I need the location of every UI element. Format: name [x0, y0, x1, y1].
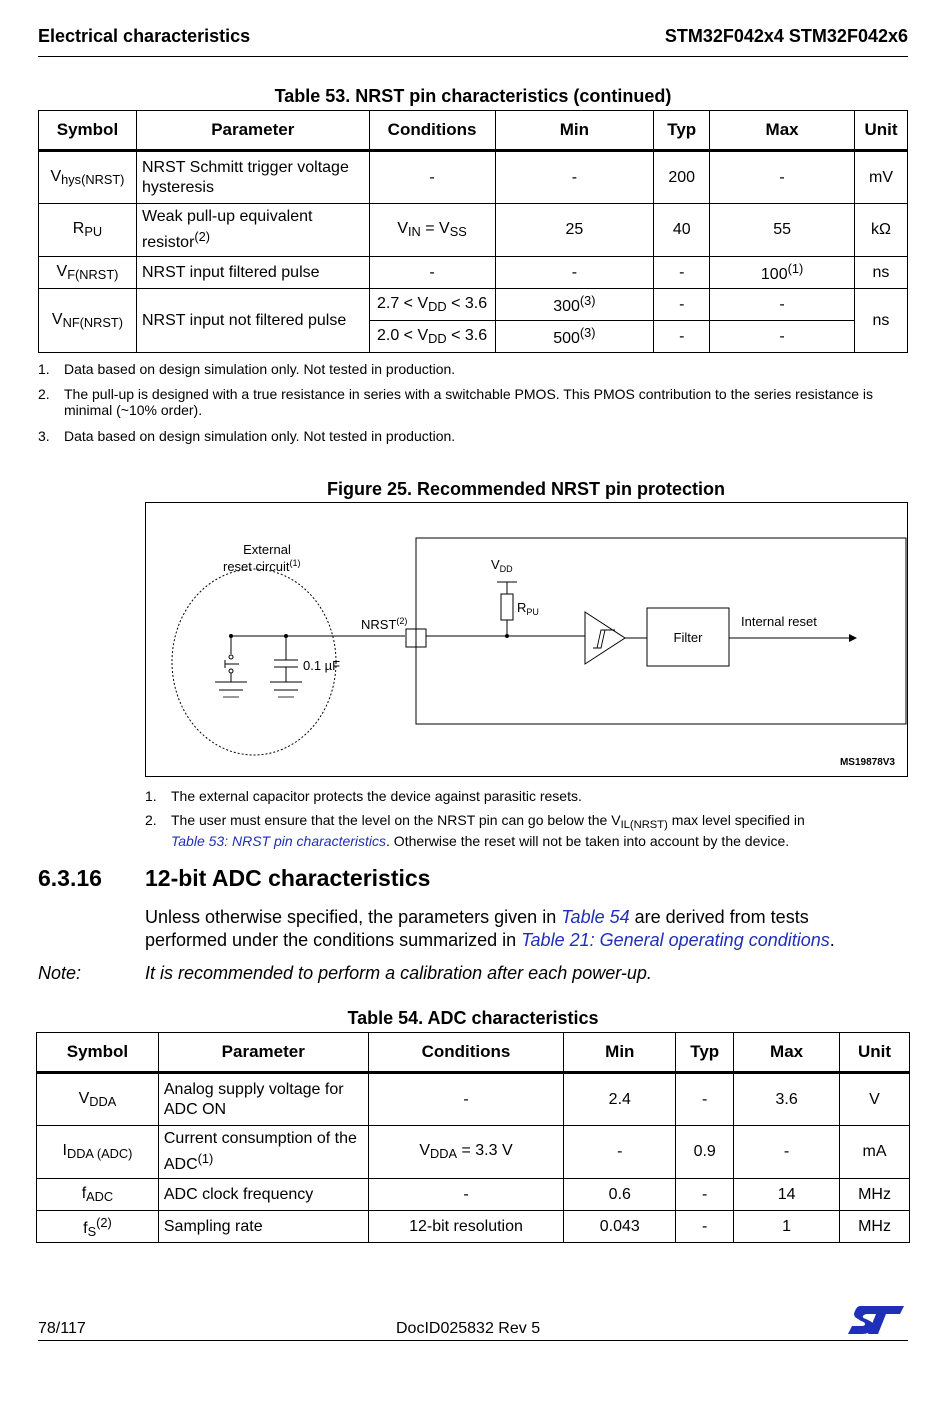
col-parameter: Parameter: [158, 1033, 368, 1073]
col-parameter: Parameter: [136, 111, 369, 151]
parameter-cell: Sampling rate: [158, 1211, 368, 1243]
table54-link[interactable]: Table 54: [561, 907, 630, 927]
unit-cell: MHz: [840, 1179, 910, 1211]
max-cell: 14: [734, 1179, 840, 1211]
min-cell: 300$^{(3)}$: [495, 289, 654, 321]
table-row: [39, 289, 908, 321]
unit-cell: mA: [840, 1126, 910, 1179]
parameter-cell: Weak pull-up equivalent resistor$^{(2)}$: [136, 204, 369, 257]
col-min: Min: [564, 1033, 676, 1073]
col-typ: Typ: [676, 1033, 734, 1073]
table21-link[interactable]: Table 21: General operating conditions: [521, 930, 830, 950]
note-text: It is recommended to perform a calibration after each power-up.: [145, 963, 652, 983]
typ-cell: -: [654, 289, 710, 321]
typ-cell: -: [676, 1211, 734, 1243]
max-cell: -: [710, 151, 855, 204]
table-row: [39, 151, 908, 204]
symbol-cell: $V_{NF(NRST)}$: [39, 289, 137, 353]
section-title: 12-bit ADC characteristics: [145, 865, 431, 891]
figure-note: 1. The external capacitor protects the device against parasitic resets.: [145, 788, 582, 804]
col-conditions: Conditions: [369, 111, 495, 151]
footnote: 1. Data based on design simulation only. Not tested in production.: [38, 361, 456, 377]
col-max: Max: [734, 1033, 840, 1073]
col-symbol: Symbol: [37, 1033, 159, 1073]
section-number: 6.3.16: [38, 865, 102, 891]
parameter-cell: NRST input not filtered pulse: [136, 289, 369, 353]
internal-reset-label: Internal reset: [741, 614, 817, 629]
col-max: Max: [710, 111, 855, 151]
external-label: External: [243, 542, 291, 557]
unit-cell: ns: [854, 289, 907, 353]
figure-note: 2. The user must ensure that the level on the NRST pin can go below the $V_{IL(NRST)}$ max level specified in Table 53: NRST pin characteristics. Otherwise the reset will not be taken into account by the device.: [145, 812, 805, 849]
typ-cell: 0.9: [676, 1126, 734, 1179]
table54-caption: Table 54. ADC characteristics: [347, 1008, 599, 1028]
min-cell: -: [564, 1126, 676, 1179]
parameter-cell: NRST Schmitt trigger voltage hysteresis: [136, 151, 369, 204]
table53-link[interactable]: Table 53: NRST pin characteristics: [171, 832, 387, 849]
min-cell: -: [495, 151, 654, 204]
unit-cell: V: [840, 1073, 910, 1126]
reset-circuit-label: reset circuit$^{(1)}$: [223, 558, 301, 574]
parameter-cell: Current consumption of the ADC$^{(1)}$: [158, 1126, 368, 1179]
max-cell: 1: [734, 1211, 840, 1243]
junction-dot: [505, 634, 509, 638]
table54: [36, 1032, 910, 1243]
symbol-cell: $f_{ADC}$: [37, 1179, 159, 1211]
note-label: Note:: [38, 963, 82, 983]
table53: [38, 110, 908, 353]
max-cell: 100$^{(1)}$: [710, 257, 855, 289]
table53-header-row: [39, 111, 908, 151]
symbol-cell: $V_{F(NRST)}$: [39, 257, 137, 289]
table-row: [39, 257, 908, 289]
capacitor-value: 0.1 µF: [303, 658, 341, 673]
footnote: 2. The pull-up is designed with a true resistance in series with a switchable PMOS. This PMOS contribution to the series resistance is minimal (~10% order).: [38, 386, 873, 418]
max-cell: -: [734, 1126, 840, 1179]
col-symbol: Symbol: [39, 111, 137, 151]
table-row: [37, 1211, 910, 1243]
typ-cell: -: [654, 321, 710, 353]
unit-cell: ns: [854, 257, 907, 289]
table-row: [37, 1179, 910, 1211]
conditions-cell: -: [369, 257, 495, 289]
col-conditions: Conditions: [368, 1033, 564, 1073]
unit-cell: MHz: [840, 1211, 910, 1243]
col-min: Min: [495, 111, 654, 151]
parameter-cell: ADC clock frequency: [158, 1179, 368, 1211]
parameter-cell: NRST input filtered pulse: [136, 257, 369, 289]
col-typ: Typ: [654, 111, 710, 151]
min-cell: 0.043: [564, 1211, 676, 1243]
header-rule: [38, 56, 908, 57]
min-cell: 0.6: [564, 1179, 676, 1211]
conditions-cell: $V_{DDA} = 3.3$ V: [368, 1126, 564, 1179]
symbol-cell: $R_{PU}$: [39, 204, 137, 257]
parameter-cell: Analog supply voltage for ADC ON: [158, 1073, 368, 1126]
section-paragraph: Unless otherwise specified, the parameters given in Table 54 are derived from tests performed under the conditions summarized in Table 21: General operating conditions.: [145, 907, 835, 950]
conditions-cell: 12-bit resolution: [368, 1211, 564, 1243]
doc-id: DocID025832 Rev 5: [396, 1320, 541, 1337]
unit-cell: kΩ: [854, 204, 907, 257]
rpu-label: $R_{PU}$: [517, 600, 539, 617]
nrst-pin-label: NRST$^{(2)}$: [361, 616, 408, 632]
col-unit: Unit: [854, 111, 907, 151]
min-cell: 2.4: [564, 1073, 676, 1126]
conditions-cell: $2.7 < V_{DD} < 3.6$: [369, 289, 495, 321]
symbol-cell: $f_S^{(2)}$: [37, 1211, 159, 1243]
figure-code: MS19878V3: [839, 757, 895, 768]
page-number: 78/117: [38, 1320, 86, 1337]
min-cell: -: [495, 257, 654, 289]
table53-caption: Table 53. NRST pin characteristics (continued): [274, 86, 672, 106]
symbol-cell: $V_{DDA}$: [37, 1073, 159, 1126]
conditions-cell: $V_{IN} = V_{SS}$: [369, 204, 495, 257]
max-cell: 3.6: [734, 1073, 840, 1126]
max-cell: 55: [710, 204, 855, 257]
capacitor-icon: [270, 636, 302, 697]
conditions-cell: -: [368, 1179, 564, 1211]
table54-header-row: [37, 1033, 910, 1073]
unit-cell: mV: [854, 151, 907, 204]
min-cell: 25: [495, 204, 654, 257]
pull-up-resistor-icon: [497, 582, 517, 636]
typ-cell: -: [676, 1179, 734, 1211]
reset-switch-icon: [215, 636, 247, 697]
typ-cell: -: [676, 1073, 734, 1126]
typ-cell: 200: [654, 151, 710, 204]
table-row: [37, 1126, 910, 1179]
col-unit: Unit: [840, 1033, 910, 1073]
table-row: [39, 204, 908, 257]
min-cell: 500$^{(3)}$: [495, 321, 654, 353]
typ-cell: -: [654, 257, 710, 289]
table-row: [37, 1073, 910, 1126]
max-cell: -: [710, 289, 855, 321]
conditions-cell: -: [369, 151, 495, 204]
footnote: 3. Data based on design simulation only. Not tested in production.: [38, 428, 456, 444]
symbol-cell: $I_{DDA (ADC)}$: [37, 1126, 159, 1179]
arrow-right-icon: [849, 634, 857, 642]
schmitt-trigger-icon: [585, 612, 625, 664]
conditions-cell: -: [368, 1073, 564, 1126]
symbol-cell: $V_{hys(NRST)}$: [39, 151, 137, 204]
filter-label: Filter: [673, 630, 703, 645]
conditions-cell: $2.0 < V_{DD} < 3.6$: [369, 321, 495, 353]
header-left: Electrical characteristics: [38, 26, 251, 46]
header-right: STM32F042x4 STM32F042x6: [664, 26, 908, 46]
vdd-label: $V_{DD}$: [491, 557, 513, 574]
max-cell: -: [710, 321, 855, 353]
footer-rule: [38, 1340, 908, 1341]
nrst-protection-diagram: [145, 502, 908, 777]
figure25-title: Figure 25. Recommended NRST pin protection: [326, 479, 726, 499]
st-logo-icon: [846, 1304, 906, 1336]
typ-cell: 40: [654, 204, 710, 257]
